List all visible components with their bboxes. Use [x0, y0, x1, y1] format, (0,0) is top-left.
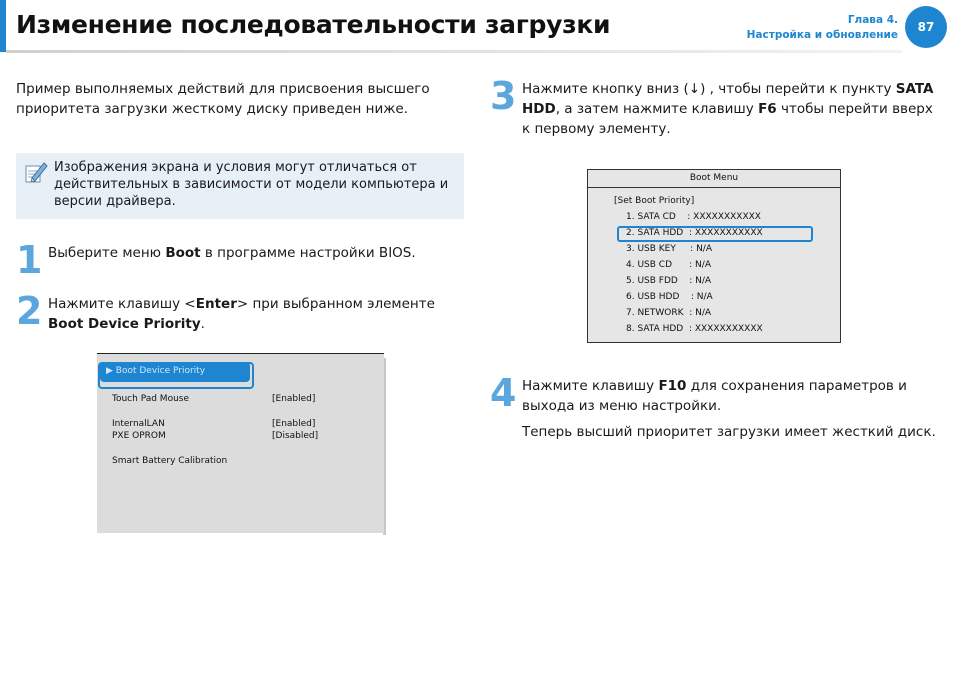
header-accent-bar [0, 0, 6, 52]
bios-item-label: InternalLAN [112, 419, 165, 429]
chapter-number: Глава 4. [847, 14, 898, 26]
boot-menu-entry: 7. NETWORK : N/A [626, 308, 712, 318]
pencil-note-icon [22, 158, 50, 186]
page-title: Изменение последовательности загрузки [16, 10, 611, 39]
boot-menu-entry: 4. USB CD : N/A [626, 260, 711, 270]
step-3-text: Нажмите кнопку вниз (↓) , чтобы перейти к пункту SATA HDD, а затем нажмите клавишу F6 чтобы перейти вверх к первому элементу. [522, 81, 934, 137]
boot-menu-entry: 2. SATA HDD : XXXXXXXXXXX [626, 228, 763, 238]
intro-paragraph: Пример выполняемых действий для присвоения высшего приоритета загрузки жесткому диску приведен ниже. [16, 81, 430, 117]
boot-menu-entry: 6. USB HDD : N/A [626, 292, 713, 302]
step-1-number: 1 [16, 238, 43, 282]
step-4-result-text: Теперь высший приоритет загрузки имеет жесткий диск. [522, 424, 936, 440]
note-box [16, 153, 464, 219]
step-1-text: Выберите меню Boot в программе настройки BIOS. [48, 245, 416, 261]
step-3-number: 3 [490, 74, 517, 118]
boot-menu-entry: 8. SATA HDD : XXXXXXXXXXX [626, 324, 763, 334]
bios-item-value: [Enabled] [272, 394, 316, 404]
bios-boot-device-priority: ▶ Boot Device Priority [106, 366, 206, 376]
bios-item-value: [Enabled] [272, 419, 316, 429]
chapter-title: Настройка и обновление [746, 29, 898, 41]
page-number-badge: 87 [905, 6, 947, 48]
boot-menu-entry: 3. USB KEY : N/A [626, 244, 712, 254]
bios-screen [97, 353, 384, 533]
boot-menu-header: [Set Boot Priority] [614, 196, 695, 206]
chapter-label [747, 13, 898, 43]
boot-menu-screen [587, 169, 841, 343]
step-2-number: 2 [16, 289, 43, 333]
header-divider [6, 50, 902, 53]
bios-item-label: Touch Pad Mouse [112, 394, 190, 404]
boot-menu-entry: 1. SATA CD : XXXXXXXXXXX [626, 212, 761, 222]
note-text: Изображения экрана и условия могут отличаться от действительных в зависимости от модели компьютера и версии драйвера. [54, 160, 449, 209]
bios-item-value: [Disabled] [272, 431, 319, 441]
boot-menu-title: Boot Menu [588, 170, 840, 188]
bios-item-label: Smart Battery Calibration [112, 456, 228, 466]
bios-selection-ring [98, 362, 254, 389]
step-2-text: Нажмите клавишу <Enter> при выбранном элементе Boot Device Priority. [48, 296, 435, 332]
step-4-number: 4 [490, 371, 517, 415]
boot-menu-selection-ring [617, 226, 813, 242]
bios-item-label: PXE OPROM [112, 431, 166, 441]
step-4-text: Нажмите клавишу F10 для сохранения параметров и выхода из меню настройки. [522, 378, 907, 414]
boot-menu-entry: 5. USB FDD : N/A [626, 276, 712, 286]
